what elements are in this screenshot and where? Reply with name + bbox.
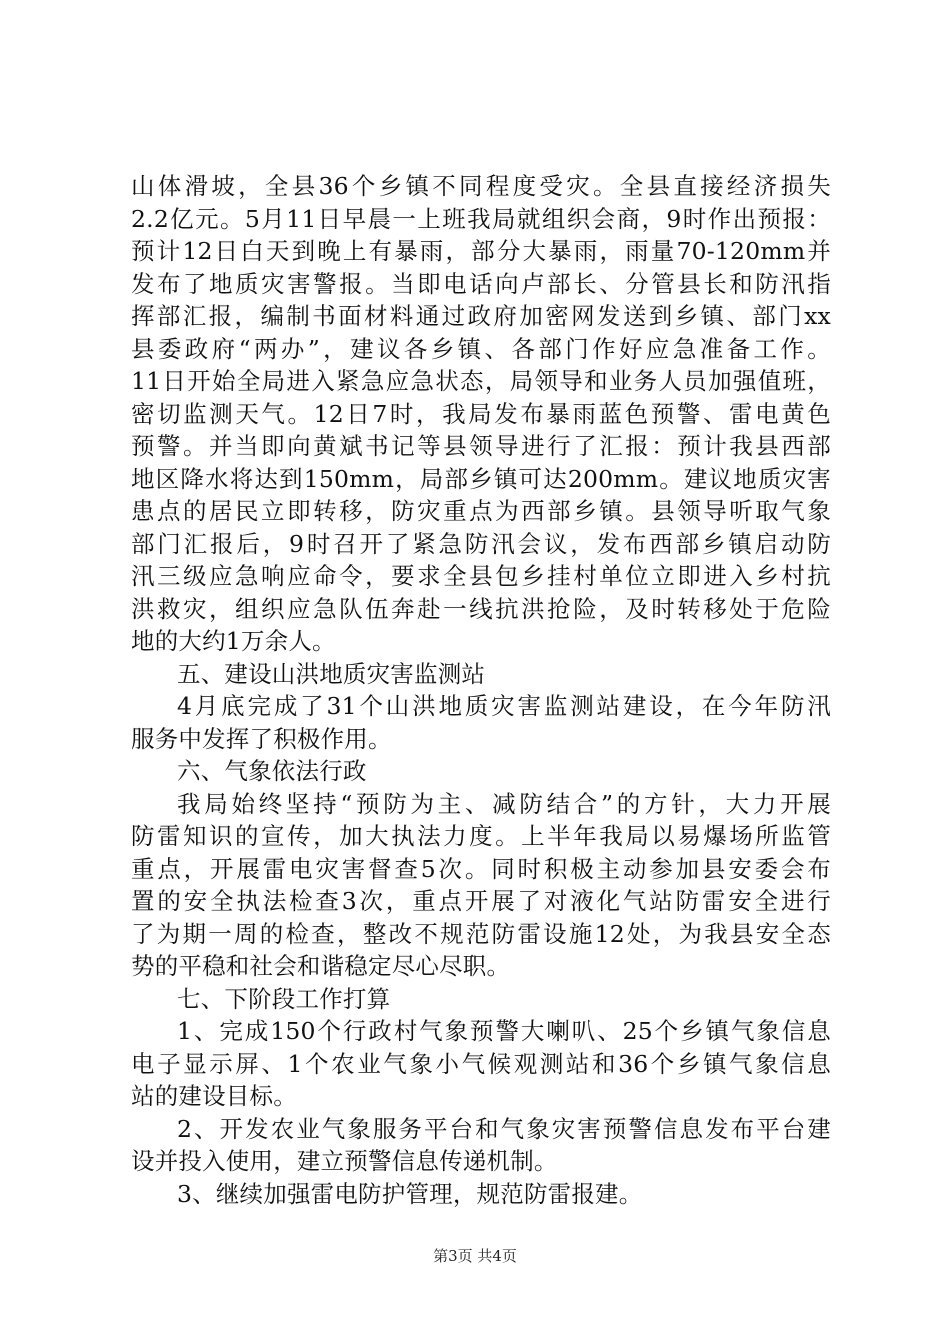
text-line: 六、气象依法行政: [177, 757, 367, 785]
page-footer: 第3页 共4页: [433, 1247, 517, 1265]
text-line: 站的建设目标。: [131, 1082, 297, 1110]
text-line: 挥部汇报，编制书面材料通过政府加密网发送到乡镇、部门xx: [131, 302, 831, 330]
text-line: 11日开始全局进入紧急应急状态，局领导和业务人员加强值班，: [131, 367, 831, 395]
text-line: 防雷知识的宣传，加大执法力度。上半年我局以易爆场所监管: [131, 822, 831, 850]
text-line: 山体滑坡，全县36个乡镇不同程度受灾。全县直接经济损失: [131, 172, 831, 200]
text-line: 部门汇报后，9时召开了紧急防汛会议，发布西部乡镇启动防: [131, 529, 831, 558]
text-line: 七、下阶段工作打算: [177, 984, 391, 1013]
text-line: 县委政府“两办”，建议各乡镇、各部门作好应急准备工作。: [131, 334, 831, 363]
text-line: 1、完成150个行政村气象预警大喇叭、25个乡镇气象信息: [177, 1017, 831, 1045]
document-body: [131, 170, 831, 1210]
text-line: 电子显示屏、1个农业气象小气候观测站和36个乡镇气象信息: [131, 1049, 831, 1078]
text-line: 预警。并当即向黄斌书记等县领导进行了汇报：预计我县西部: [131, 432, 831, 460]
text-line: 洪救灾，组织应急队伍奔赴一线抗洪抢险，及时转移处于危险: [131, 594, 831, 623]
text-line: 预计12日白天到晚上有暴雨，部分大暴雨，雨量70-120mm并: [131, 237, 831, 265]
text-line: 发布了地质灾害警报。当即电话向卢部长、分管县长和防汛指: [131, 269, 831, 298]
text-line: 汛三级应急响应命令，要求全县包乡挂村单位立即进入乡村抗: [131, 562, 831, 590]
text-line: 我局始终坚持“预防为主、减防结合”的方针，大力开展: [177, 789, 831, 818]
text-line: 3、继续加强雷电防护管理，规范防雷报建。: [177, 1179, 643, 1208]
text-line: 设并投入使用，建立预警信息传递机制。: [131, 1147, 558, 1175]
text-line: 密切监测天气。12日7时，我局发布暴雨蓝色预警、雷电黄色: [131, 399, 831, 428]
text-line: 了为期一周的检查，整改不规范防雷设施12处，为我县安全态: [131, 919, 831, 948]
text-line: 患点的居民立即转移，防灾重点为西部乡镇。县领导听取气象: [131, 497, 831, 525]
text-line: 势的平稳和社会和谐稳定尽心尽职。: [131, 952, 511, 980]
text-line: 地区降水将达到150mm，局部乡镇可达200mm。建议地质灾害: [131, 464, 831, 493]
text-line: 置的安全执法检查3次，重点开展了对液化气站防雷安全进行: [131, 887, 831, 915]
text-line: 地的大约1万余人。: [131, 627, 336, 655]
text-line: 服务中发挥了积极作用。: [131, 724, 392, 753]
text-line: 重点，开展雷电灾害督查5次。同时积极主动参加县安委会布: [131, 854, 831, 883]
text-line: 2.2亿元。5月11日早晨一上班我局就组织会商，9时作出预报：: [131, 204, 831, 233]
text-line: 4月底完成了31个山洪地质灾害监测站建设，在今年防汛: [177, 692, 831, 720]
text-line: 五、建设山洪地质灾害监测站: [177, 659, 486, 688]
text-line: 2、开发农业气象服务平台和气象灾害预警信息发布平台建: [177, 1114, 831, 1143]
